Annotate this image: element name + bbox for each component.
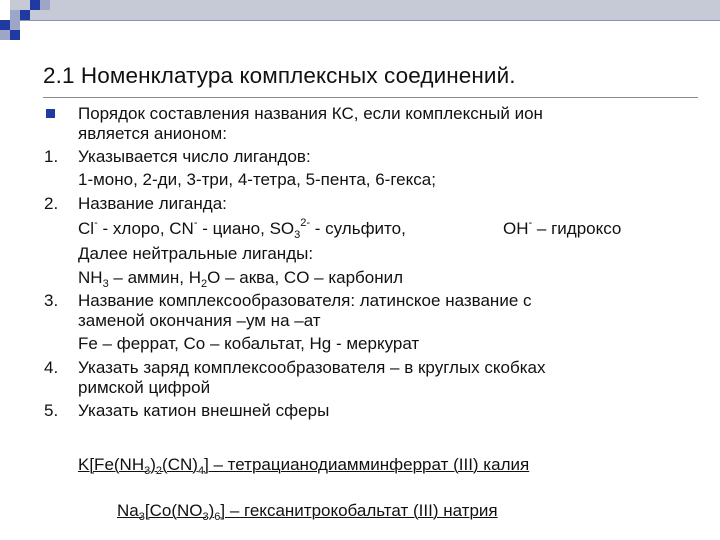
example-formula-1: $K[Fe(NH_3)_2(CN)_4]$ – тетрацианодиамминферрат (III) калия [78,455,530,477]
item-number: 5. [44,401,59,420]
item-text: Название комплексообразователя: латинское название с [78,291,532,310]
deco-square [30,0,40,10]
neutral-ligands-intro: Далее нейтральные лиганды: [78,244,314,263]
intro-line-2: является анионом: [78,124,227,143]
deco-square [0,20,10,30]
header-bar [10,0,720,20]
ligand-hydroxo: OH- – гидроксо [503,217,622,238]
metal-names: Fe – феррат, Co – кобальтат, Hg - меркурат [78,334,420,353]
deco-square [20,10,30,20]
item-text-cont: римской цифрой [78,378,211,397]
item-number: 4. [44,358,59,377]
slide-title: 2.1 Номенклатура комплексных соединений. [43,63,516,88]
item-text: Указывается число лигандов: [78,147,311,166]
formula-cl: Cl [78,219,95,238]
bullet-square [46,109,55,118]
neutral-ligands: $NH_3$ – аммин, $H_2O$ – аква, CO – карбонил [78,268,404,290]
item-text-cont: заменой окончания –ум на –ат [78,311,321,330]
intro-line-1: Порядок составления названия КС, если комплексный ион [78,104,543,123]
deco-square [40,0,50,10]
item-number: 1. [44,147,59,166]
deco-square [10,10,20,20]
header-divider [0,20,720,21]
item-text: Указать заряд комплексообразователя – в круглых скобках [78,358,546,377]
item-number: 2. [44,194,59,213]
example-formula-2: $Na_3[Co(NO_3)_6]$ – гексанитрокобальтат (III) натрия [117,501,498,523]
title-divider [43,97,698,98]
deco-square [10,20,20,30]
anionic-ligands: Cl- - хлоро, CN- - циано, $SO_3^{2-}$ - сульфито, [78,217,406,241]
item-text: Название лиганда: [78,194,227,213]
item-text: Указать катион внешней сферы [78,401,330,420]
deco-square [10,30,20,40]
prefix-list: 1-моно, 2-ди, 3-три, 4-тетра, 5-пента, 6-гекса; [78,170,436,189]
deco-square [0,30,10,40]
item-number: 3. [44,291,59,310]
